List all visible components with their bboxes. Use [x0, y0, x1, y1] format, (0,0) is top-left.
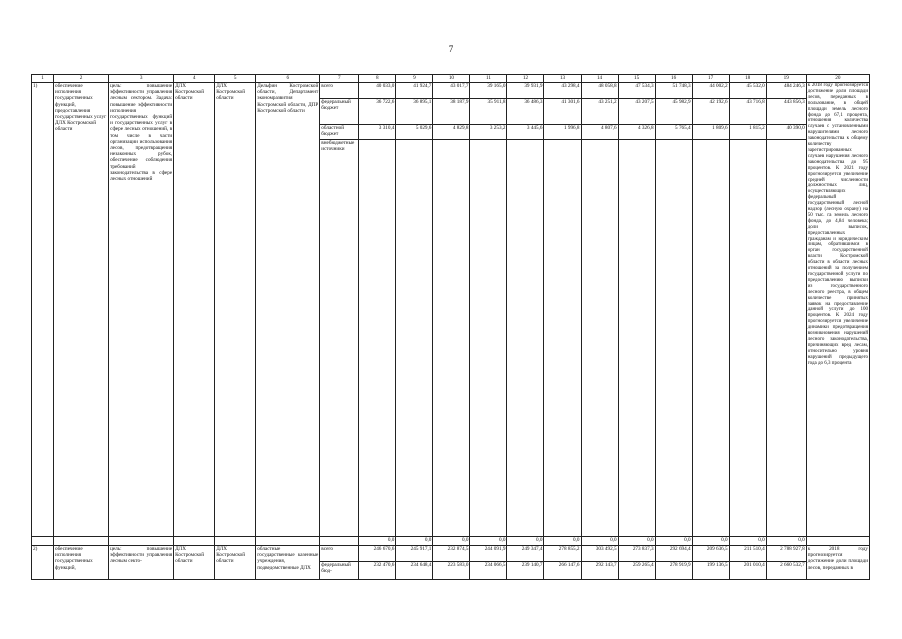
value-cell: 0,0: [692, 537, 729, 546]
funding-source-label: внебюджетные источники: [320, 140, 359, 537]
value-cell: 273 837,3: [618, 546, 655, 562]
value-cell: 4 829,8: [433, 125, 470, 140]
task-cell-continued: [54, 537, 109, 546]
value-cell-empty: [729, 140, 766, 537]
executor-cell: ДЛХ Костромской области: [174, 546, 215, 580]
value-cell: 3 310,4: [359, 125, 396, 140]
column-header: 2: [54, 75, 109, 83]
value-cell: 36 895,1: [396, 99, 433, 125]
value-cell: 292 694,4: [655, 546, 692, 562]
value-cell: 0,0: [470, 537, 507, 546]
value-cell-empty: [396, 140, 433, 537]
value-cell: 209 636,5: [692, 546, 729, 562]
column-header: 18: [729, 75, 766, 83]
funding-source-label: федеральный бюд-: [320, 562, 359, 580]
result-cell-continued: [806, 537, 869, 546]
value-cell: 278 919,9: [655, 562, 692, 580]
value-cell: 3 253,2: [470, 125, 507, 140]
value-cell-empty: [507, 140, 544, 537]
column-header: 17: [692, 75, 729, 83]
value-cell: 40 390,0: [766, 125, 806, 140]
value-cell: 5 765,4: [655, 125, 692, 140]
value-cell: 5 029,6: [396, 125, 433, 140]
executor-cell-continued: [174, 537, 215, 546]
value-cell: 259 265,4: [618, 562, 655, 580]
value-cell: 36 486,3: [507, 99, 544, 125]
value-cell: 1 815,2: [729, 125, 766, 140]
value-cell: 2 660 532,7: [766, 562, 806, 580]
row-number: 2): [32, 546, 54, 580]
value-cell-empty: [692, 140, 729, 537]
value-cell: 43 298,4: [544, 83, 581, 99]
value-cell: 0,0: [396, 537, 433, 546]
value-cell: 39 931,9: [507, 83, 544, 99]
value-cell: 48 058,8: [581, 83, 618, 99]
value-cell: 234 066,5: [470, 562, 507, 580]
value-cell: 38 187,9: [433, 99, 470, 125]
value-cell: 266 147,6: [544, 562, 581, 580]
goal-cell-continued: [109, 537, 174, 546]
value-cell: 0,0: [729, 537, 766, 546]
value-cell: 4 807,6: [581, 125, 618, 140]
value-cell: 239 140,7: [507, 562, 544, 580]
column-header: 1: [32, 75, 54, 83]
column-header: 13: [544, 75, 581, 83]
value-cell: 43 207,5: [618, 99, 655, 125]
row-number-continued: [32, 537, 54, 546]
value-cell: 41 924,7: [396, 83, 433, 99]
value-cell: 39 165,0: [470, 83, 507, 99]
value-cell-empty: [618, 140, 655, 537]
funding-source-label: всего: [320, 546, 359, 562]
value-cell: 47 534,3: [618, 83, 655, 99]
value-cell: 292 143,7: [581, 562, 618, 580]
value-cell: 234 648,4: [396, 562, 433, 580]
row-number: 1): [32, 83, 54, 537]
executor-cell: ДЛХ Костромской области: [174, 83, 215, 537]
value-cell: 2 788 927,8: [766, 546, 806, 562]
value-cell: 278 855,2: [544, 546, 581, 562]
value-cell: 0,0: [581, 537, 618, 546]
value-cell: 232 470,6: [359, 562, 396, 580]
value-cell: 43 716,8: [729, 99, 766, 125]
value-cell: 41 301,6: [544, 99, 581, 125]
goal-cell: цель: повышение эффективности управления лесным секто-: [109, 546, 174, 580]
value-cell: 249 347,4: [507, 546, 544, 562]
value-cell: 0,0: [507, 537, 544, 546]
value-cell: 0,0: [544, 537, 581, 546]
value-cell-empty: [581, 140, 618, 537]
column-header: 6: [256, 75, 320, 83]
result-cell: к 2018 году прогнозируется достижение доли площади лесов, переданных в пользование, в общей площади земель лесного фонда до 67,1 процента, отношения количества случаев с установленными нарушителями лесного законодательства к общему количеству зарегистрированных случаев нарушения лесного законодательства до 95 процентов. К 2021 году прогнозируется увеличение средней численности должностных лиц, осуществляющих федеральный государственный лесной надзор (лесную охрану) на 50 тыс. га земель лесного фонда, до 4,84 человека; доли выписок, предоставленных гражданам и юридическим лицам, обратившимся в орган государственной власти Костромской области в области лесных отношений за получением государственной услуги по предоставлению выписки из государственного лесного реестра, в общем количестве принятых заявок на предоставление данной услуги до 100 процентов. К 2024 году прогнозируется увеличение динамики предотвращения возникновения нарушений лесного законодательства, причиняющих вред лесам, относительно уровня нарушений предыдущего года до 6,3 процента: [806, 83, 869, 537]
column-header: 20: [806, 75, 869, 83]
column-header: 4: [174, 75, 215, 83]
column-header: 9: [396, 75, 433, 83]
value-cell: 0,0: [359, 537, 396, 546]
value-cell: 0,0: [766, 537, 806, 546]
table-row: [32, 537, 870, 546]
value-cell: 0,0: [618, 537, 655, 546]
value-cell: 51 748,3: [655, 83, 692, 99]
value-cell: 232 874,5: [433, 546, 470, 562]
column-header: 10: [433, 75, 470, 83]
value-cell: 35 911,8: [470, 99, 507, 125]
funding-source-label: всего: [320, 83, 359, 99]
column-header: 7: [320, 75, 359, 83]
task-cell: обеспечение исполнения государственных функций,: [54, 546, 109, 580]
value-cell: 45 982,9: [655, 99, 692, 125]
value-cell: 211 510,4: [729, 546, 766, 562]
table-row: [32, 546, 870, 562]
value-cell: 303 492,5: [581, 546, 618, 562]
column-header: 19: [766, 75, 806, 83]
value-cell: 1 996,8: [544, 125, 581, 140]
column-header: 8: [359, 75, 396, 83]
value-cell-empty: [433, 140, 470, 537]
value-cell: 0,0: [433, 537, 470, 546]
funding-source-continued: [320, 537, 359, 546]
value-cell: 3 445,6: [507, 125, 544, 140]
value-cell: 246 670,6: [359, 546, 396, 562]
column-header: 15: [618, 75, 655, 83]
value-cell-empty: [359, 140, 396, 537]
program-table: [31, 74, 870, 580]
value-cell: 1 809,6: [692, 125, 729, 140]
value-cell: 42 192,6: [692, 99, 729, 125]
value-cell: 443 856,3: [766, 99, 806, 125]
value-cell-empty: [655, 140, 692, 537]
funding-source-label: областной бюджет: [320, 125, 359, 140]
table-row: [32, 83, 870, 99]
value-cell-empty: [470, 140, 507, 537]
column-header: 14: [581, 75, 618, 83]
column-header: 5: [215, 75, 256, 83]
value-cell-empty: [544, 140, 581, 537]
column-header: 3: [109, 75, 174, 83]
participants-cell: Дельфин Костромской области, Департамент экономразвития Костромской области, ДПР Костромской области: [256, 83, 320, 537]
value-cell: 199 136,5: [692, 562, 729, 580]
value-cell: 223 583,0: [433, 562, 470, 580]
executor-cell-continued: [215, 537, 256, 546]
participants-cell-continued: [256, 537, 320, 546]
result-cell: к 2018 году прогнозируется достижение доли площади лесов, переданных в: [806, 546, 869, 580]
task-cell: обеспечение исполнения государственных функций, предоставления государственных услуг ДЛХ Костромской области: [54, 83, 109, 537]
value-cell: 43 251,2: [581, 99, 618, 125]
page-number: 7: [448, 44, 454, 54]
value-cell: 43 017,7: [433, 83, 470, 99]
column-header-row: [32, 75, 870, 83]
value-cell: 44 002,2: [692, 83, 729, 99]
column-header: 16: [655, 75, 692, 83]
goal-cell: цель: повышение эффективности управления лесным сектором. Задача: повышение эффективности исполнения государственных функций и государственных услуг в сфере лесных отношений, в том числе в части организации использования лесов, предотвращения незаконных рубок, обеспечение соблюдения требований законодательства в сфере лесных отношений: [109, 83, 174, 537]
value-cell: 4 326,8: [618, 125, 655, 140]
value-cell: 0,0: [655, 537, 692, 546]
participants-cell: областные государственные казенные учреждения, подведомственные ДЛХ: [256, 546, 320, 580]
value-cell: 244 091,9: [470, 546, 507, 562]
column-header: 11: [470, 75, 507, 83]
value-cell: 245 917,1: [396, 546, 433, 562]
funding-source-label: федеральный бюджет: [320, 99, 359, 125]
value-cell: 201 010,4: [729, 562, 766, 580]
executor-cell: ДЛХ Костромской области: [215, 546, 256, 580]
value-cell: 45 532,0: [729, 83, 766, 99]
column-header: 12: [507, 75, 544, 83]
executor-cell: ДЛХ Костромской области: [215, 83, 256, 537]
value-cell: 40 033,0: [359, 83, 396, 99]
value-cell-empty: [766, 140, 806, 537]
value-cell: 36 722,6: [359, 99, 396, 125]
value-cell: 484 246,3: [766, 83, 806, 99]
